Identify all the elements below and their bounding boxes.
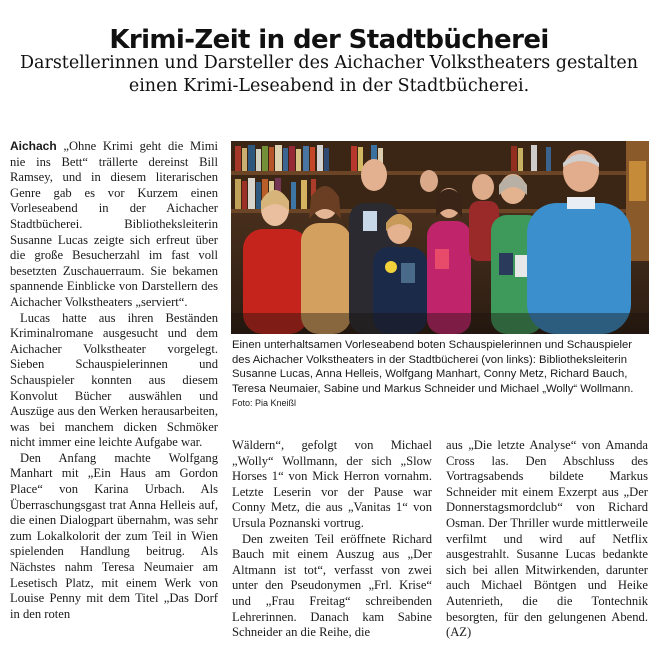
paragraph: Wäldern“, gefolgt von Michael „Wolly“ Wollmann, der sich „Slow Horses 1“ von Mick Herron vornahm. Letzte Leserin vor der Pause war Conny Metz, die aus „Vanitas 1“ von Ursula Poznanski vortrug. — [232, 438, 432, 530]
subheadline: Darstellerinnen und Darsteller des Aichacher Volkstheaters gestalten einen Krimi-Leseabend in der Stadtbücherei. — [19, 53, 639, 96]
group-photo-illustration — [231, 141, 649, 334]
article-column-1 — [10, 139, 218, 622]
dateline: Aichach — [10, 139, 57, 153]
article-photo — [231, 141, 649, 334]
caption-text: Einen unterhaltsamen Vorleseabend boten Schauspielerinnen und Schauspieler des Aichacher Volkstheaters in der Stadtbücherei (von links): Bibliotheksleiterin Susanne Lucas, Anna Helleis, Wolfgang Manhart, Conny Metz, Richard Bauch, Teresa Neumaier, Sabine und Markus Schneider und Michael „Wolly“ Wollmann. — [232, 339, 634, 395]
photo-caption — [232, 338, 648, 411]
paragraph: Den Anfang machte Wolfgang Manhart mit „Ein Haus am Gordon Place“ von Karina Urbach. Als Überraschungsgast trat Anna Helleis auf, die einen Dialogpart übernahm, was sehr zum Lokalkolorit der zum Teil in Wien spielenden Handlung beitrug. Als Nächstes nahm Teresa Neumaier am Lesetisch Platz, mit einem Werk von Louise Penny mit dem Titel „Das Dorf in den roten — [10, 450, 218, 621]
paragraph — [10, 139, 218, 311]
paragraph: aus „Die letzte Analyse“ von Amanda Cross las. Den Abschluss des Vortragsabends bildete Markus Schneider mit einem Exzerpt aus „Der Donnerstagsmordclub“ von Richard Osman. Der Thriller wurde mittlerweile verfilmt und wird auf Netflix ausgestrahlt. Susanne Lucas bedankte sich bei allen Mitwirkenden, darunter auch Michael Böntgen und Heike Autenrieth, die die Tontechnik besorgten, für den gelungenen Abend. (AZ) — [446, 438, 648, 640]
headline: Krimi-Zeit in der Stadtbücherei — [109, 25, 549, 56]
paragraph: Den zweiten Teil eröffnete Richard Bauch mit einem Auszug aus „Der Altmann ist tot“, verfasst von zwei unter den Pseudonymen „Frl. Krise“ und „Frau Freitag“ schreibenden Lehrerinnen. Danach kam Sabine Schneider an die Reihe, die — [232, 531, 432, 640]
article-column-2 — [232, 438, 432, 641]
photo-credit: Foto: Pia Kneißl — [232, 398, 297, 409]
paragraph-text: „Ohne Krimi geht die Mimi nie ins Bett“ trällerte dereinst Bill Ramsey, und in diesem literarischen Genre gab es vor Kurzem einen Vorleseabend in der Aichacher Stadtbücherei. Bibliotheksleiterin Susanne Lucas zeigte sich erfreut über die große Besucherzahl im fast voll besetzten Zuschauerraum. Sie bekamen spannende Einblicke von Darstellern des Aichacher Volkstheaters „serviert“. — [10, 139, 219, 309]
article-column-3 — [446, 438, 648, 641]
paragraph: Lucas hatte aus ihren Beständen Kriminalromane ausgesucht und dem Aichacher Volkstheater vorgelegt. Sieben Schauspielerinnen und Schauspieler konnten aus diesem Konvolut Bücher auswählen und Auszüge aus den Werken herausarbeiten, was bei manchem dicken Schmöker nicht immer eine leichte Aufgabe war. — [10, 310, 218, 450]
